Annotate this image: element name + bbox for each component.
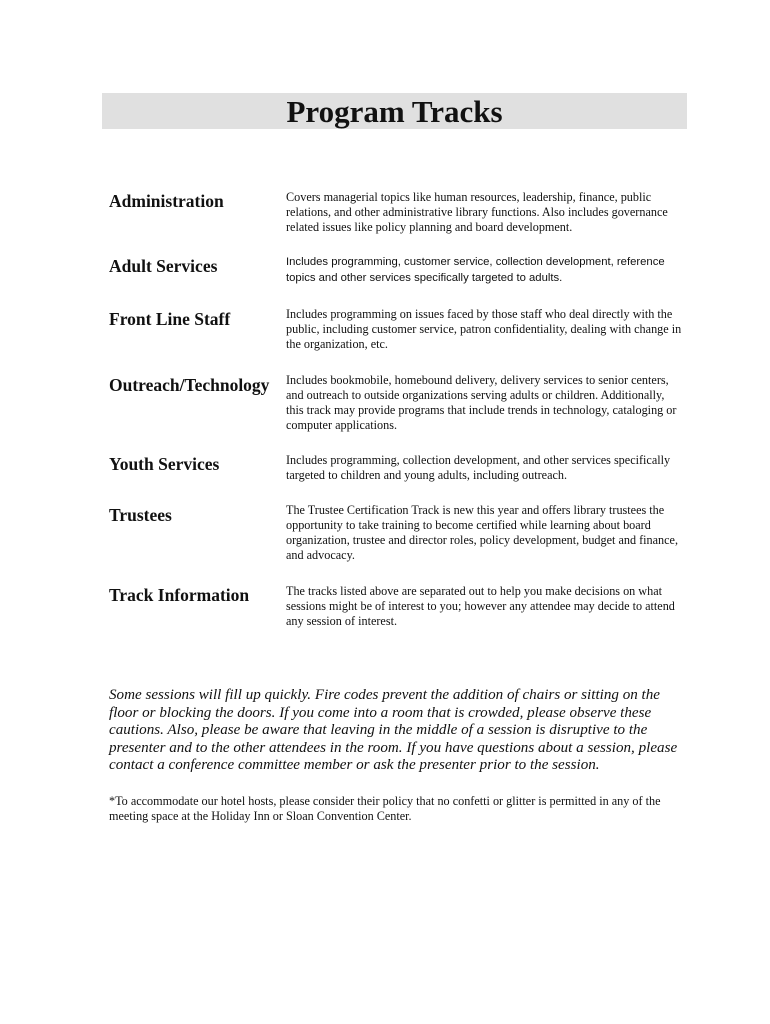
page-title: Program Tracks xyxy=(286,94,503,129)
track-description: The tracks listed above are separated out to help you make decisions on what sessions might be of interest to you; however any attendee may decide to attend any session of interest. xyxy=(286,584,675,628)
track-name: Administration xyxy=(109,191,224,211)
track-description: Includes programming on issues faced by those staff who deal directly with the public, including customer service, patron confidentiality, dealing with change in the organization, etc. xyxy=(286,307,682,351)
track-description: Includes programming, customer service, collection development, reference topics and other services specifically targeted to adults. xyxy=(286,256,665,284)
track-description: Covers managerial topics like human resources, leadership, finance, public relations, and other administrative library functions. Also includes governance related issues like policy planning and board development. xyxy=(286,190,668,234)
session-notice: Some sessions will fill up quickly. Fire codes prevent the addition of chairs or sitting on the floor or blocking the doors. If you come into a room that is crowded, please observe these cautions. Also, please be aware that leaving in the middle of a session is disruptive to the presenter and to the other attendees in the room. If you have questions about a session, please contact a conference committee member or ask the presenter prior to the session. xyxy=(109,687,678,774)
track-description: Includes bookmobile, homebound delivery, delivery services to senior centers, and outreach to outside organizations serving adults or children. Additionally, this track may provide programs that include trends in technology, cataloging or computer applications. xyxy=(286,373,677,432)
track-name: Front Line Staff xyxy=(109,309,231,329)
footnote: *To accommodate our hotel hosts, please consider their policy that no confetti or glitter is permitted in any of the meeting space at the Holiday Inn or Sloan Convention Center. xyxy=(109,794,661,823)
track-description: Includes programming, collection development, and other services specifically targeted to children and young adults, including outreach. xyxy=(286,453,671,482)
track-name: Track Information xyxy=(109,585,250,605)
title-bar xyxy=(102,93,687,129)
track-name: Outreach/Technology xyxy=(109,375,270,395)
track-description: The Trustee Certification Track is new this year and offers library trustees the opportunity to take training to become certified while learning about board organization, trustee and director roles, policy development, budget and finance, and advocacy. xyxy=(286,503,679,562)
track-name: Trustees xyxy=(109,505,172,525)
track-name: Adult Services xyxy=(109,256,218,276)
track-name: Youth Services xyxy=(109,454,220,474)
